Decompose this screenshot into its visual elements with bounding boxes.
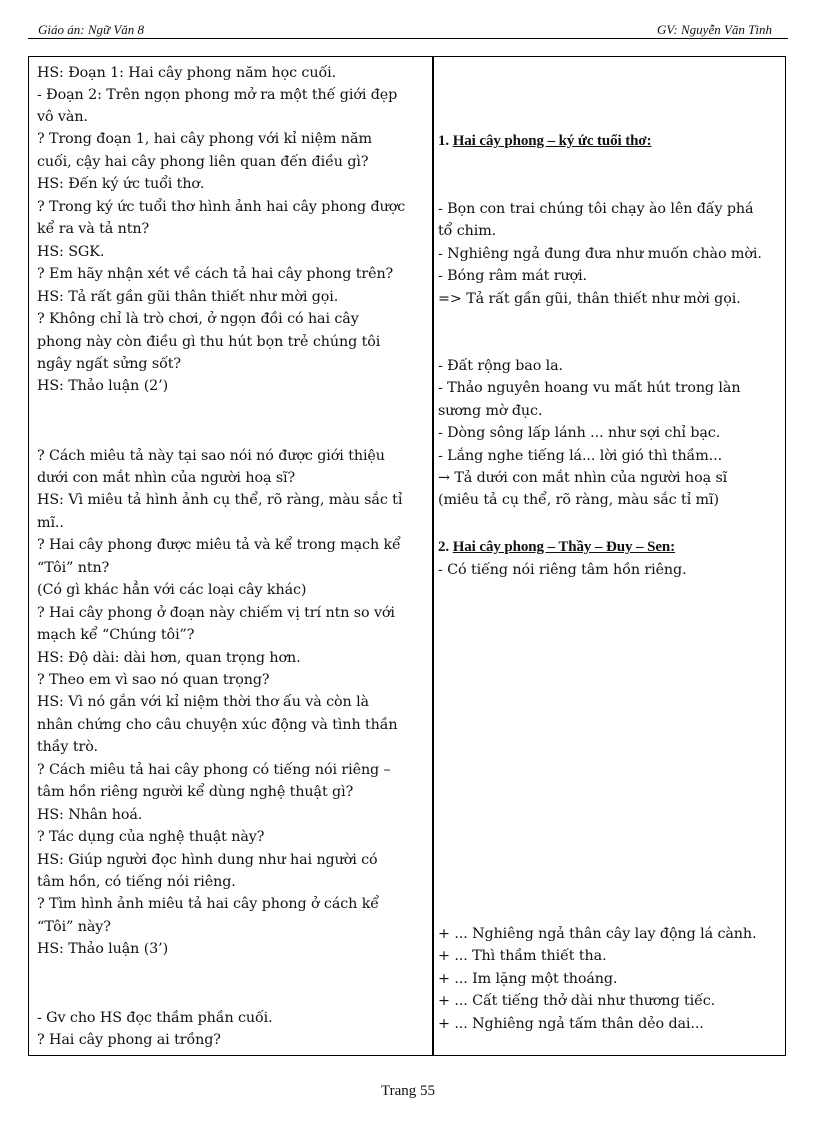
activity-line: ? Hai cây phong ai trồng? [37,1032,221,1048]
activity-line: - Gv cho HS đọc thầm phần cuối. [37,1010,273,1026]
activity-line: kể ra và tả ntn? [37,221,150,237]
activity-line: ? Trong đoạn 1, hai cây phong với kỉ niệm năm [37,131,372,147]
activity-line: ? Tìm hình ảnh miêu tả hai cây phong ở cách kể [37,896,379,912]
header-subject: Giáo án: Ngữ Văn 8 [38,22,145,37]
activity-line: ? Hai cây phong ở đoạn này chiếm vị trí ntn so với [37,605,395,621]
activity-line: HS: Thảo luận (2’) [37,378,169,394]
activity-line: ? Tác dụng của nghệ thuật này? [37,829,265,845]
page-header [28,20,788,39]
content-line: + ... Cất tiếng thở dài như thương tiếc. [438,993,716,1009]
content-line: - Bóng râm mát rượi. [438,268,587,284]
content-line: - Lắng nghe tiếng lá... lời gió thì thầm... [438,448,723,464]
activity-line: HS: Vì miêu tả hình ảnh cụ thể, rõ ràng, màu sắc tỉ [37,492,403,508]
activity-line: ? Theo em vì sao nó quan trọng? [37,672,270,688]
activity-line: HS: Độ dài: dài hơn, quan trọng hơn. [37,650,301,666]
content-line: - Bọn con trai chúng tôi chạy ào lên đấy phá [438,201,754,217]
section-heading: 1. Hai cây phong – ký ức tuổi thơ: [438,133,652,149]
activity-line: HS: SGK. [37,244,105,260]
section-heading: 2. Hai cây phong – Thầy – Đuy – Sen: [438,539,676,555]
activity-line: ngây ngất sửng sốt? [37,356,181,372]
activity-line: ? Hai cây phong được miêu tả và kể trong mạch kể [37,537,401,553]
content-line: sương mờ đục. [438,403,543,419]
lesson-table [28,56,786,1056]
activity-line: mĩ.. [37,515,64,531]
header-teacher: GV: Nguyễn Văn Tình [656,22,772,37]
content-line: + ... Nghiêng ngả thân cây lay động lá cành. [438,926,757,942]
activity-line: - Đoạn 2: Trên ngọn phong mở ra một thế giới đẹp [37,87,398,103]
content-line: + ... Thì thầm thiết tha. [438,948,607,964]
content-line: + ... Im lặng một thoáng. [438,971,618,987]
content-line: tổ chim. [438,223,497,239]
activity-line: tâm hồn, có tiếng nói riêng. [37,874,236,890]
page-number: Trang 55 [380,1083,436,1099]
activity-line: ? Cách miêu tả hai cây phong có tiếng nói riêng – [37,762,391,778]
content-line: (miêu tả cụ thể, rõ ràng, màu sắc tỉ mĩ) [438,492,719,508]
activity-line: phong này còn điều gì thu hút bọn trẻ chúng tôi [37,334,381,350]
activity-line: “Tôi” ntn? [37,560,110,576]
content-line: + ... Nghiêng ngả tấm thân dẻo dai... [438,1016,704,1032]
content-line: - Thảo nguyên hoang vu mất hút trong làn [438,380,741,396]
activity-line: mạch kể “Chúng tôi”? [37,627,195,643]
content-line: - Dòng sông lấp lánh ... như sợi chỉ bạc. [438,425,721,441]
activity-line: ? Em hãy nhận xét về cách tả hai cây phong trên? [37,266,394,282]
activity-line: dưới con mắt nhìn của người hoạ sĩ? [37,470,296,486]
activity-line: HS: Thảo luận (3’) [37,941,169,957]
activity-line: ? Trong ký ức tuổi thơ hình ảnh hai cây phong được [37,199,406,215]
activity-line: thầy trò. [37,739,98,755]
activity-line: ? Không chỉ là trò chơi, ở ngọn đồi có hai cây [37,311,359,327]
content-line: - Đất rộng bao la. [438,358,563,374]
activity-line: HS: Vì nó gắn với kỉ niệm thời thơ ấu và còn là [37,694,369,710]
content-line: => Tả rất gần gũi, thân thiết như mời gọi. [438,291,741,307]
activity-line: nhân chứng cho câu chuyện xúc động và tình thần [37,717,398,733]
activity-line: HS: Tả rất gần gũi thân thiết như mời gọi. [37,289,339,305]
content-line: - Có tiếng nói riêng tâm hồn riêng. [438,562,687,578]
activity-line: HS: Giúp người đọc hình dung như hai người có [37,852,378,868]
activity-line: (Có gì khác hẳn với các loại cây khác) [37,582,307,598]
activity-line: HS: Đoạn 1: Hai cây phong năm học cuối. [37,65,337,81]
activity-line: vô vàn. [37,109,88,125]
content-line: - Nghiêng ngả đung đưa như muốn chào mời. [438,246,762,262]
content-line: → Tả dưới con mắt nhìn của người hoạ sĩ [438,470,728,486]
activity-line: HS: Đến ký ức tuổi thơ. [37,176,205,192]
activity-line: tâm hồn riêng người kể dùng nghệ thuật gì? [37,784,354,800]
activity-line: cuối, cậy hai cây phong liên quan đến điều gì? [37,154,369,170]
activity-line: ? Cách miêu tả này tại sao nói nó được giới thiệu [37,448,385,464]
column-divider [432,57,434,1055]
activity-line: HS: Nhân hoá. [37,807,143,823]
activity-line: “Tôi” này? [37,919,111,935]
